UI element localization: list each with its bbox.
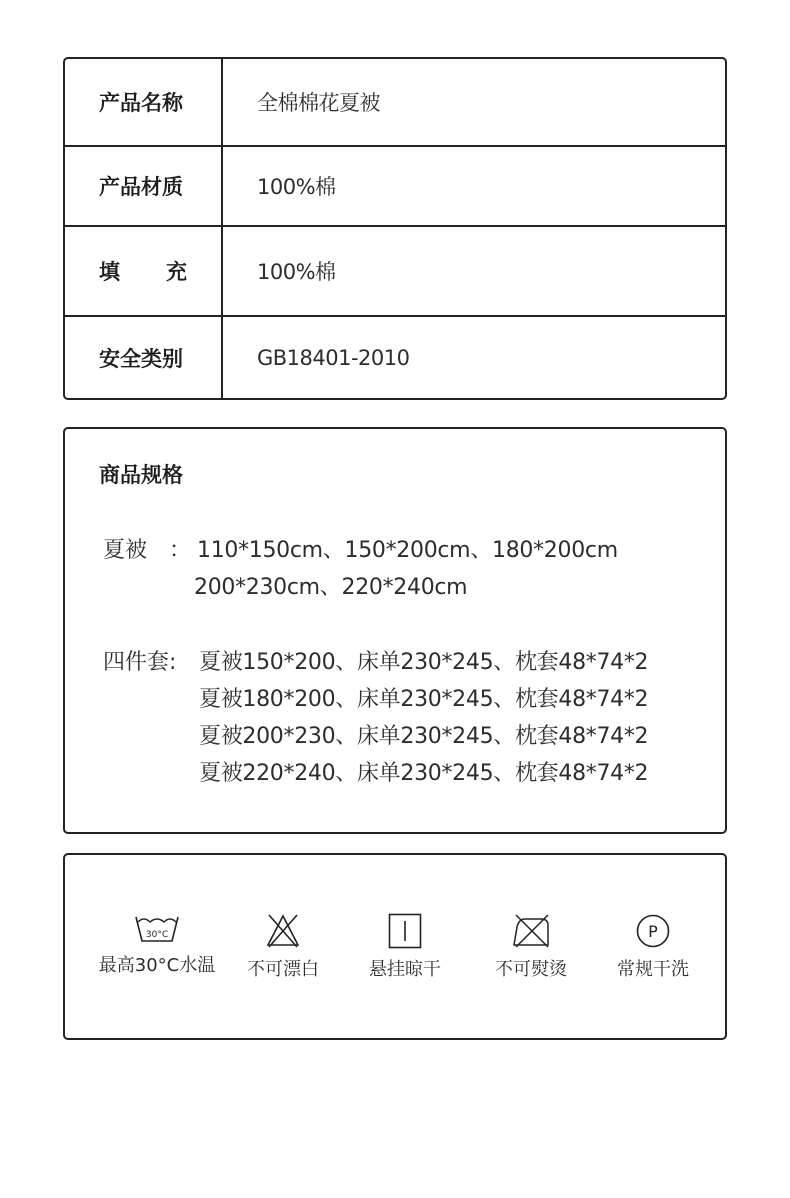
info-value: 100%棉 xyxy=(257,260,336,284)
care-item-dry-clean xyxy=(603,913,703,981)
info-value: GB18401-2010 xyxy=(257,345,410,370)
info-key: 产品材质 xyxy=(65,147,223,225)
care-label: 最高30°C水温 xyxy=(98,955,216,976)
info-key: 产品名称 xyxy=(65,59,223,145)
wash-temperature-text: 30°C xyxy=(145,930,169,940)
care-item-dry xyxy=(355,913,455,981)
info-row-product-name xyxy=(65,59,725,145)
care-label: 不可漂白 xyxy=(247,959,319,980)
line-dry-icon xyxy=(388,913,422,949)
care-item-iron xyxy=(481,913,581,981)
care-label: 悬挂晾干 xyxy=(369,959,441,980)
care-item-bleach xyxy=(233,913,333,981)
info-key xyxy=(65,227,223,315)
info-key: 安全类别 xyxy=(65,317,223,398)
dry-clean-letter: P xyxy=(648,922,658,941)
info-key-char: 填 xyxy=(99,260,120,284)
info-value: 全棉棉花夏被 xyxy=(257,91,380,115)
info-row-material xyxy=(65,145,725,225)
summer-quilt-label: 夏被 xyxy=(103,538,148,563)
care-label: 不可熨烫 xyxy=(495,959,567,980)
info-key-char: 充 xyxy=(166,260,187,284)
four-piece-set-label: 四件套: xyxy=(103,650,177,675)
summer-quilt-sizes-line: 200*230cm、220*240cm xyxy=(194,575,468,600)
info-row-filling xyxy=(65,225,725,315)
four-piece-set-line: 夏被220*240、床单230*245、枕套48*74*2 xyxy=(199,761,649,786)
summer-quilt-sizes-line: 110*150cm、150*200cm、180*200cm xyxy=(197,538,618,563)
care-item-wash xyxy=(95,913,219,977)
summer-quilt-colon: ： xyxy=(169,538,192,563)
four-piece-set-line: 夏被200*230、床单230*245、枕套48*74*2 xyxy=(199,724,649,749)
wash-30c-icon xyxy=(134,913,180,945)
no-bleach-icon xyxy=(265,913,301,949)
no-iron-icon xyxy=(511,913,551,949)
four-piece-set-line: 夏被150*200、床单230*245、枕套48*74*2 xyxy=(199,650,649,675)
dry-clean-p-icon xyxy=(635,913,671,949)
care-instructions-box xyxy=(63,853,727,1040)
info-value: 100%棉 xyxy=(257,175,336,199)
info-row-safety-class xyxy=(65,315,725,398)
specs-title: 商品规格 xyxy=(99,463,183,487)
product-specs-box xyxy=(63,427,727,834)
product-info-table xyxy=(63,57,727,400)
care-label: 常规干洗 xyxy=(617,959,689,980)
four-piece-set-line: 夏被180*200、床单230*245、枕套48*74*2 xyxy=(199,687,649,712)
